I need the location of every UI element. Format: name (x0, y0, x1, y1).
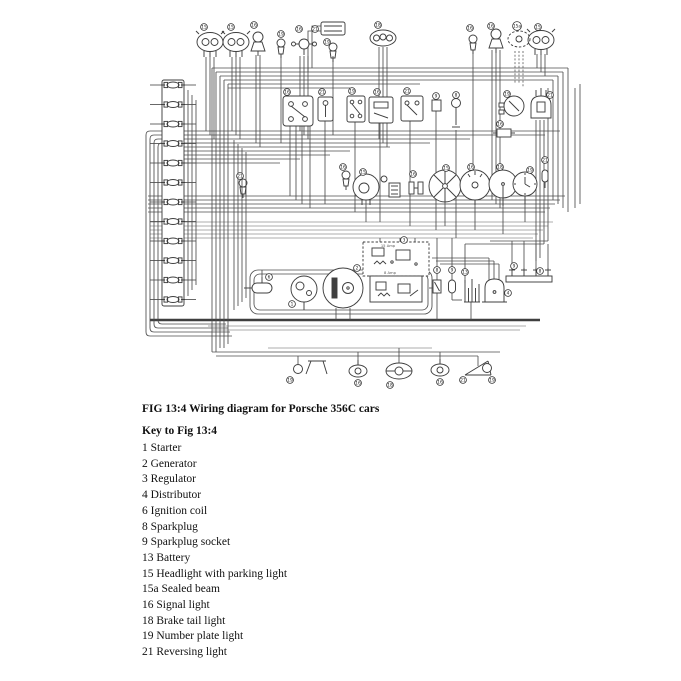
component-label (489, 377, 496, 384)
flasher-unit (292, 39, 317, 55)
headlight-left-inner (222, 31, 250, 57)
component-label (387, 382, 394, 389)
component-label (284, 89, 291, 96)
svg-text:21: 21 (237, 174, 243, 180)
component-label (201, 24, 208, 31)
brake-tail-light (386, 363, 412, 379)
component-number-labels (201, 22, 554, 389)
svg-text:15: 15 (443, 166, 449, 172)
parking-lamp-right (469, 35, 477, 54)
generator (323, 268, 363, 308)
key-item: 19 Number plate light (142, 630, 244, 643)
svg-text:18: 18 (375, 23, 381, 29)
front-signal-light-right (489, 29, 503, 53)
key-list (142, 441, 287, 661)
turn-signal-switch (369, 97, 393, 123)
svg-text:15: 15 (201, 25, 207, 31)
svg-text:16: 16 (284, 90, 290, 96)
component-label (467, 25, 474, 32)
component-label (535, 24, 542, 31)
component-label (497, 121, 504, 128)
svg-text:16: 16 (468, 165, 474, 171)
svg-text:2: 2 (355, 266, 359, 272)
svg-text:19: 19 (349, 89, 355, 95)
component-label (355, 380, 362, 387)
svg-text:15: 15 (535, 25, 541, 31)
svg-text:19: 19 (489, 378, 495, 384)
key-item: 8 Sparkplug (142, 520, 198, 533)
key-item: 2 Generator (142, 457, 197, 470)
svg-text:16: 16 (437, 380, 443, 386)
component-label (488, 23, 495, 30)
svg-text:6: 6 (267, 275, 271, 281)
inline-connector (432, 100, 441, 111)
key-item: 9 Sparkplug socket (142, 536, 231, 549)
svg-text:21: 21 (547, 93, 553, 99)
component-label (349, 88, 356, 95)
component-label (324, 39, 331, 46)
fuel-gauge (499, 96, 524, 116)
svg-text:9: 9 (512, 264, 516, 270)
key-title: Key to Fig 13:4 (142, 425, 218, 437)
svg-text:19: 19 (278, 32, 284, 38)
svg-text:19: 19 (504, 92, 510, 98)
component-label (266, 274, 273, 281)
component-label (497, 164, 504, 171)
component-label (511, 263, 518, 270)
key-item: 16 Signal light (142, 599, 210, 612)
component-label (404, 88, 411, 95)
svg-text:19: 19 (527, 168, 533, 174)
svg-text:21: 21 (319, 90, 325, 96)
engine-bay-lamp (329, 43, 337, 62)
svg-text:19: 19 (287, 378, 293, 384)
component-label (537, 268, 544, 275)
svg-text:8: 8 (538, 269, 542, 275)
component-label (401, 237, 408, 244)
svg-text:21: 21 (404, 89, 410, 95)
figure-caption: FIG 13:4 Wiring diagram for Porsche 356C cars (142, 403, 380, 415)
component-label (449, 267, 456, 274)
horn (321, 22, 345, 35)
instrument-regulator (409, 182, 423, 194)
svg-text:15a: 15a (512, 24, 522, 30)
svg-text:16: 16 (251, 23, 257, 29)
key-item: 4 Distributor (142, 489, 202, 502)
svg-text:21: 21 (460, 378, 466, 384)
key-item: 21 Reversing light (142, 646, 227, 659)
distributor (482, 279, 507, 302)
handbrake-warning-lamp (542, 170, 548, 188)
component-label (547, 92, 554, 99)
key-item: 18 Brake tail light (142, 614, 226, 627)
svg-text:15: 15 (360, 170, 366, 176)
svg-text:16: 16 (497, 122, 503, 128)
svg-text:18: 18 (387, 383, 393, 389)
component-label (228, 24, 235, 31)
resistor-block (389, 183, 400, 197)
sealed-beam (508, 31, 530, 47)
regulator (363, 242, 429, 302)
component-label (312, 26, 319, 33)
svg-text:21: 21 (542, 158, 548, 164)
wire-label: 15 Amp (380, 244, 396, 248)
component-label (462, 269, 469, 276)
svg-text:15: 15 (228, 25, 234, 31)
front-lamp-cluster (370, 30, 396, 46)
svg-text:8: 8 (454, 93, 458, 99)
component-label (505, 290, 512, 297)
number-plate-light-left (294, 361, 328, 374)
svg-text:4: 4 (506, 291, 510, 297)
key-item: 13 Battery (142, 551, 191, 564)
front-signal-light-left (251, 32, 265, 56)
parking-lamp-left (277, 39, 285, 58)
component-label (434, 267, 441, 274)
component-label (504, 91, 511, 98)
svg-text:1: 1 (290, 302, 294, 308)
svg-text:16: 16 (410, 172, 416, 178)
svg-text:19: 19 (324, 40, 330, 46)
svg-text:16: 16 (296, 27, 302, 33)
component-label (513, 22, 522, 31)
component-label (468, 164, 475, 171)
component-label (360, 169, 367, 176)
svg-text:3: 3 (402, 238, 406, 244)
headlight-left-outer (196, 31, 224, 57)
svg-text:16: 16 (488, 24, 494, 30)
component-label (374, 89, 381, 96)
component-label (437, 379, 444, 386)
component-label (375, 22, 382, 29)
signal-light-rear-left (349, 360, 367, 377)
signal-light-rear-right (431, 359, 449, 376)
svg-text:18: 18 (497, 165, 503, 171)
warning-lamp-left (342, 171, 350, 190)
svg-text:16: 16 (374, 90, 380, 96)
combination-gauge (489, 170, 517, 206)
component-label (542, 157, 549, 164)
component-label (453, 92, 460, 99)
key-item: 15a Sealed beam (142, 583, 220, 596)
ignition-switch (283, 96, 313, 126)
svg-text:9: 9 (434, 94, 438, 100)
component-label (340, 164, 347, 171)
component-label (319, 89, 326, 96)
component-label (278, 31, 285, 38)
dimmer-switch (401, 96, 423, 121)
headlight-right (527, 29, 555, 55)
svg-text:13: 13 (462, 270, 468, 276)
component-label (460, 377, 467, 384)
battery (464, 279, 480, 302)
stop-light-switch (452, 99, 461, 128)
svg-text:8: 8 (435, 268, 439, 274)
component-label (289, 301, 296, 308)
component-label (433, 93, 440, 100)
svg-text:16: 16 (467, 26, 473, 32)
fuse-box (161, 80, 185, 306)
fuse-inline-a (433, 280, 441, 293)
component-label (443, 165, 450, 172)
key-item: 3 Regulator (142, 473, 196, 486)
svg-text:9: 9 (450, 268, 454, 274)
clock (513, 172, 537, 204)
component-label (296, 26, 303, 33)
sparkplug-rail (506, 268, 552, 282)
component-label (251, 22, 258, 29)
wiper-switch (347, 96, 365, 122)
speedometer (429, 170, 461, 202)
key-item: 15 Headlight with parking light (142, 567, 288, 580)
fuse-inline-b (449, 280, 456, 293)
light-switch (318, 97, 333, 121)
component-label (237, 173, 244, 180)
svg-text:16: 16 (340, 165, 346, 171)
component-label (410, 171, 417, 178)
wire-label: 8 Amp (384, 271, 396, 275)
component-label (287, 377, 294, 384)
key-item: 1 Starter (142, 442, 182, 454)
indicator-bulb (381, 176, 387, 182)
svg-text:16: 16 (355, 381, 361, 387)
component-label (354, 265, 361, 272)
key-item: 6 Ignition coil (142, 504, 208, 517)
component-label (527, 167, 534, 174)
svg-text:21: 21 (312, 27, 318, 33)
